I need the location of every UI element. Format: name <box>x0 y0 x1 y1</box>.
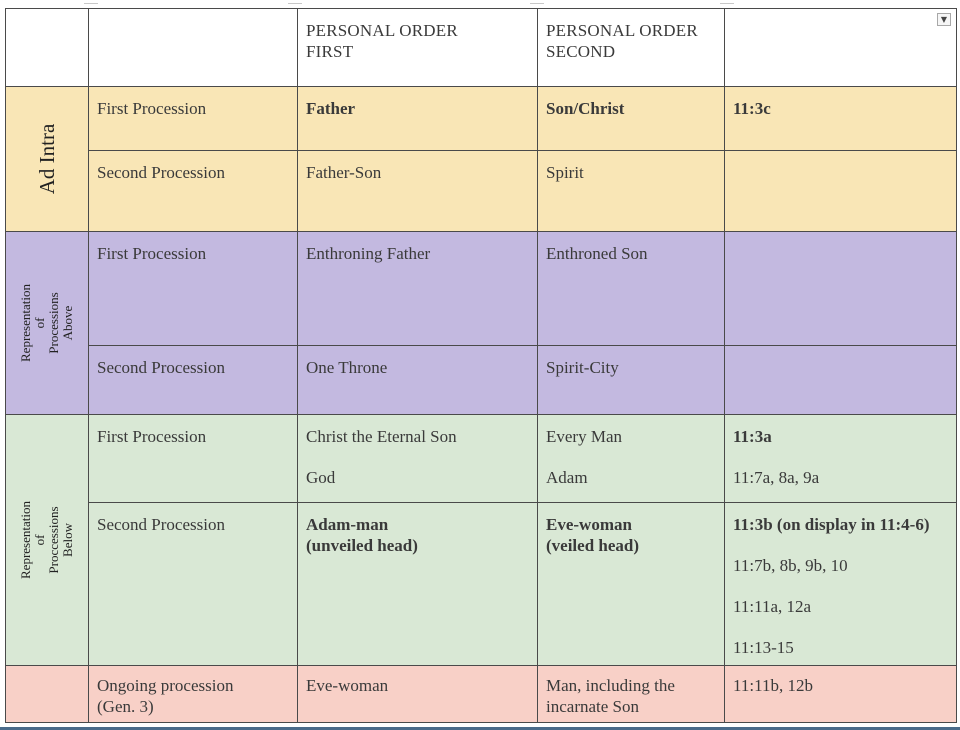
personal-order-second-cell: Eve-woman (veiled head) <box>538 503 725 666</box>
table-row <box>6 87 957 151</box>
table-row <box>6 346 957 415</box>
procession-table <box>5 8 957 723</box>
empty-group-cell <box>6 666 89 723</box>
cell-line: 11:3a <box>733 427 772 446</box>
personal-order-first-cell: Father-Son <box>298 151 538 232</box>
row-label: Second Procession <box>89 503 298 666</box>
row-label: Ongoing procession (Gen. 3) <box>89 666 298 723</box>
table-row <box>6 503 957 666</box>
row-label: First Procession <box>89 87 298 151</box>
processions-below-text: Representation of Proccessions Below <box>18 501 75 579</box>
ad-intra-text: Ad Intra <box>35 123 59 195</box>
cell-line: 11:13-15 <box>733 638 794 657</box>
cell-line: God <box>306 468 336 487</box>
header-cell-empty-1 <box>6 9 89 87</box>
cell-line: 11:7b, 8b, 9b, 10 <box>733 556 848 575</box>
group-label-ad-intra <box>6 87 89 232</box>
reference-cell <box>725 346 957 415</box>
cell-line: 11:11a, 12a <box>733 597 812 616</box>
table-row <box>6 666 957 723</box>
personal-order-second-cell <box>538 415 725 503</box>
personal-order-first-cell: Adam-man (unveiled head) <box>298 503 538 666</box>
header-cell-empty-5 <box>725 9 957 87</box>
row-label: Second Procession <box>89 151 298 232</box>
personal-order-second-cell: Spirit <box>538 151 725 232</box>
table-row <box>6 415 957 503</box>
reference-cell: 11:11b, 12b <box>725 666 957 723</box>
table-row <box>6 151 957 232</box>
personal-order-second-cell: Spirit-City <box>538 346 725 415</box>
personal-order-first-cell <box>298 415 538 503</box>
personal-order-second-cell: Son/Christ <box>538 87 725 151</box>
personal-order-first-cell: Enthroning Father <box>298 232 538 346</box>
reference-cell <box>725 503 957 666</box>
reference-cell <box>725 232 957 346</box>
personal-order-second-cell: Enthroned Son <box>538 232 725 346</box>
row-label: First Procession <box>89 415 298 503</box>
reference-cell <box>725 415 957 503</box>
header-cell-empty-2 <box>89 9 298 87</box>
cell-line: Every Man <box>546 427 623 446</box>
ruler-strip <box>0 0 960 4</box>
reference-cell: 11:3c <box>725 87 957 151</box>
table-header-row <box>6 9 957 87</box>
cell-line: Christ the Eternal Son <box>306 427 457 446</box>
processions-above-text: Representation of Processions Above <box>18 284 75 362</box>
table-row <box>6 232 957 346</box>
group-label-above <box>6 232 89 415</box>
cell-line: Adam <box>546 468 588 487</box>
header-personal-order-second: PERSONAL ORDER SECOND <box>538 9 725 87</box>
group-label-below <box>6 415 89 666</box>
header-personal-order-first: PERSONAL ORDER FIRST <box>298 9 538 87</box>
reference-cell <box>725 151 957 232</box>
personal-order-first-cell: One Throne <box>298 346 538 415</box>
row-label: First Procession <box>89 232 298 346</box>
personal-order-second-cell: Man, including the incarnate Son <box>538 666 725 723</box>
cell-line: 11:3b (on display in 11:4-6) <box>733 515 930 534</box>
cell-line: 11:7a, 8a, 9a <box>733 468 820 487</box>
personal-order-first-cell: Eve-woman <box>298 666 538 723</box>
personal-order-first-cell: Father <box>298 87 538 151</box>
row-label: Second Procession <box>89 346 298 415</box>
dropdown-arrow-icon[interactable]: ▼ <box>937 13 951 26</box>
